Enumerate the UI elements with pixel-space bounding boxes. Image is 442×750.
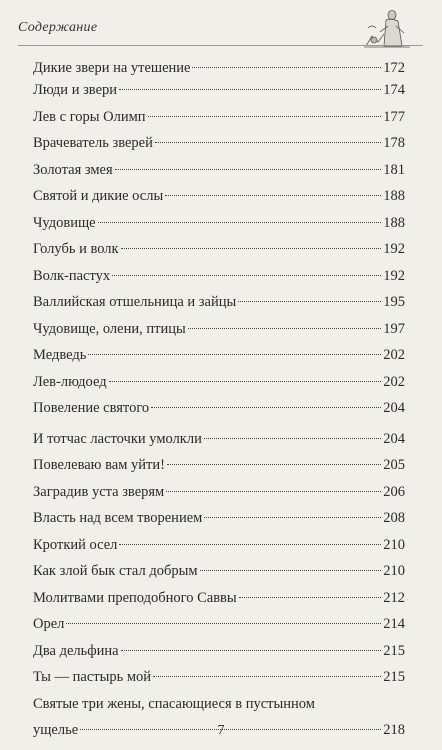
- table-of-contents: [33, 59, 405, 744]
- toc-entry-page: 172: [383, 60, 405, 76]
- toc-entry-page: 215: [383, 669, 405, 685]
- toc-entry-title: Дикие звери на утешение: [33, 60, 191, 76]
- toc-entry-title: Голубь и волк: [33, 241, 119, 257]
- page-number: 7: [217, 723, 225, 738]
- toc-entry-page: 192: [383, 241, 405, 257]
- dot-leader: [153, 676, 381, 677]
- toc-entry-title: Лев с горы Олимп: [33, 108, 146, 125]
- toc-entry-page: 202: [383, 347, 405, 363]
- toc-entry[interactable]: [33, 558, 405, 585]
- dot-leader: [204, 438, 381, 439]
- dot-leader: [165, 195, 381, 196]
- toc-entry[interactable]: [33, 426, 405, 453]
- toc-entry-title: Орел: [33, 616, 65, 632]
- toc-entry-page: 206: [383, 483, 405, 500]
- toc-entry[interactable]: [33, 130, 405, 157]
- toc-entry-title: И тотчас ласточки умолкли: [33, 430, 202, 447]
- dot-leader: [192, 67, 381, 68]
- toc-entry-title: Святой и дикие ослы: [33, 188, 164, 204]
- header-rule: [18, 45, 423, 46]
- toc-entry-page: 197: [383, 320, 405, 337]
- toc-entry-title: Чудовище: [33, 214, 96, 231]
- toc-entry-title: Повелеваю вам уйти!: [33, 457, 165, 473]
- dot-leader: [88, 354, 381, 355]
- toc-entry-title: Врачеватель зверей: [33, 135, 153, 151]
- toc-entry-page: 188: [383, 188, 405, 204]
- dot-leader: [155, 142, 381, 143]
- toc-entry-page: 210: [383, 536, 405, 553]
- dot-leader: [238, 301, 381, 302]
- dot-leader: [119, 544, 381, 545]
- toc-entry[interactable]: [33, 157, 405, 184]
- toc-entry-page: 202: [383, 373, 405, 390]
- toc-entry[interactable]: [33, 505, 405, 532]
- toc-entry-title: Заградив уста зверям: [33, 483, 165, 500]
- toc-entry-title: Кроткий осел: [33, 536, 118, 553]
- dot-leader: [112, 275, 381, 276]
- dot-leader: [121, 650, 382, 651]
- saint-vignette-icon: [362, 6, 412, 50]
- dot-leader: [66, 623, 381, 624]
- dot-leader: [121, 248, 382, 249]
- toc-entry[interactable]: [33, 342, 405, 369]
- toc-entry[interactable]: [33, 236, 405, 263]
- dot-leader: [188, 328, 382, 329]
- toc-entry-title: Власть над всем творением: [33, 510, 203, 526]
- toc-entry-page: 188: [383, 214, 405, 231]
- toc-entry[interactable]: [33, 479, 405, 506]
- dot-leader: [98, 222, 382, 223]
- dot-leader: [151, 407, 381, 408]
- toc-entry-page: 218: [383, 722, 405, 738]
- toc-entry-page: 204: [383, 430, 405, 447]
- toc-entry[interactable]: [33, 104, 405, 131]
- toc-entry-page: 214: [383, 616, 405, 632]
- toc-entry[interactable]: [33, 210, 405, 237]
- toc-entry-page: 205: [383, 457, 405, 473]
- toc-entry-title: Золотая змея: [33, 161, 113, 178]
- toc-entry-title: Валлийская отшельница и зайцы: [33, 294, 237, 310]
- toc-entry-title: Лев-людоед: [33, 373, 107, 390]
- toc-entry-page: 212: [383, 589, 405, 606]
- dot-leader: [166, 491, 381, 492]
- toc-entry-title: Молитвами преподобного Саввы: [33, 589, 237, 606]
- toc-entry[interactable]: [33, 664, 405, 691]
- toc-entry-title: Как злой бык стал добрым: [33, 563, 198, 579]
- toc-entry[interactable]: [33, 532, 405, 559]
- toc-entry-page: 181: [383, 161, 405, 178]
- toc-entry-page: 204: [383, 400, 405, 416]
- toc-entry[interactable]: [33, 289, 405, 316]
- toc-entry[interactable]: [33, 369, 405, 396]
- dot-leader: [115, 169, 382, 170]
- dot-leader: [167, 464, 381, 465]
- toc-entry-page: 215: [383, 642, 405, 659]
- dot-leader: [239, 597, 382, 598]
- dot-leader: [109, 381, 382, 382]
- toc-entry[interactable]: [33, 611, 405, 638]
- toc-entry-title: Повеление святого: [33, 400, 150, 416]
- toc-entry-title: Медведь: [33, 347, 87, 363]
- dot-leader: [200, 570, 382, 571]
- dot-leader: [204, 517, 381, 518]
- running-head: Содержание: [18, 20, 98, 35]
- toc-entry[interactable]: [33, 452, 405, 479]
- toc-entry[interactable]: [33, 638, 405, 665]
- toc-entry-title: Ты — пастырь мой: [33, 669, 152, 685]
- toc-entry[interactable]: [33, 77, 405, 104]
- toc-entry-line1[interactable]: [33, 691, 405, 718]
- toc-entry-page: 208: [383, 510, 405, 526]
- dot-leader: [148, 116, 382, 117]
- dot-leader: [119, 89, 381, 90]
- toc-entry-page: 174: [383, 82, 405, 98]
- toc-entry-page: 195: [383, 294, 405, 310]
- toc-entry-page: 210: [383, 563, 405, 579]
- toc-entry[interactable]: [33, 585, 405, 612]
- toc-entry[interactable]: [33, 59, 405, 77]
- toc-entry[interactable]: [33, 183, 405, 210]
- toc-entry-title: Чудовище, олени, птицы: [33, 320, 186, 337]
- toc-entry-page: 192: [383, 267, 405, 284]
- toc-entry-page: 177: [383, 108, 405, 125]
- toc-entry-page: 178: [383, 135, 405, 151]
- toc-entry[interactable]: [33, 395, 405, 422]
- toc-entry[interactable]: [33, 316, 405, 343]
- toc-entry-title: ущелье: [33, 722, 79, 738]
- toc-entry-title: Волк-пастух: [33, 267, 111, 284]
- toc-entry-title: Святые три жены, спасающиеся в пустынном: [33, 695, 315, 712]
- toc-entry-title: Люди и звери: [33, 82, 118, 98]
- toc-entry[interactable]: [33, 263, 405, 290]
- toc-entry-title: Два дельфина: [33, 642, 119, 659]
